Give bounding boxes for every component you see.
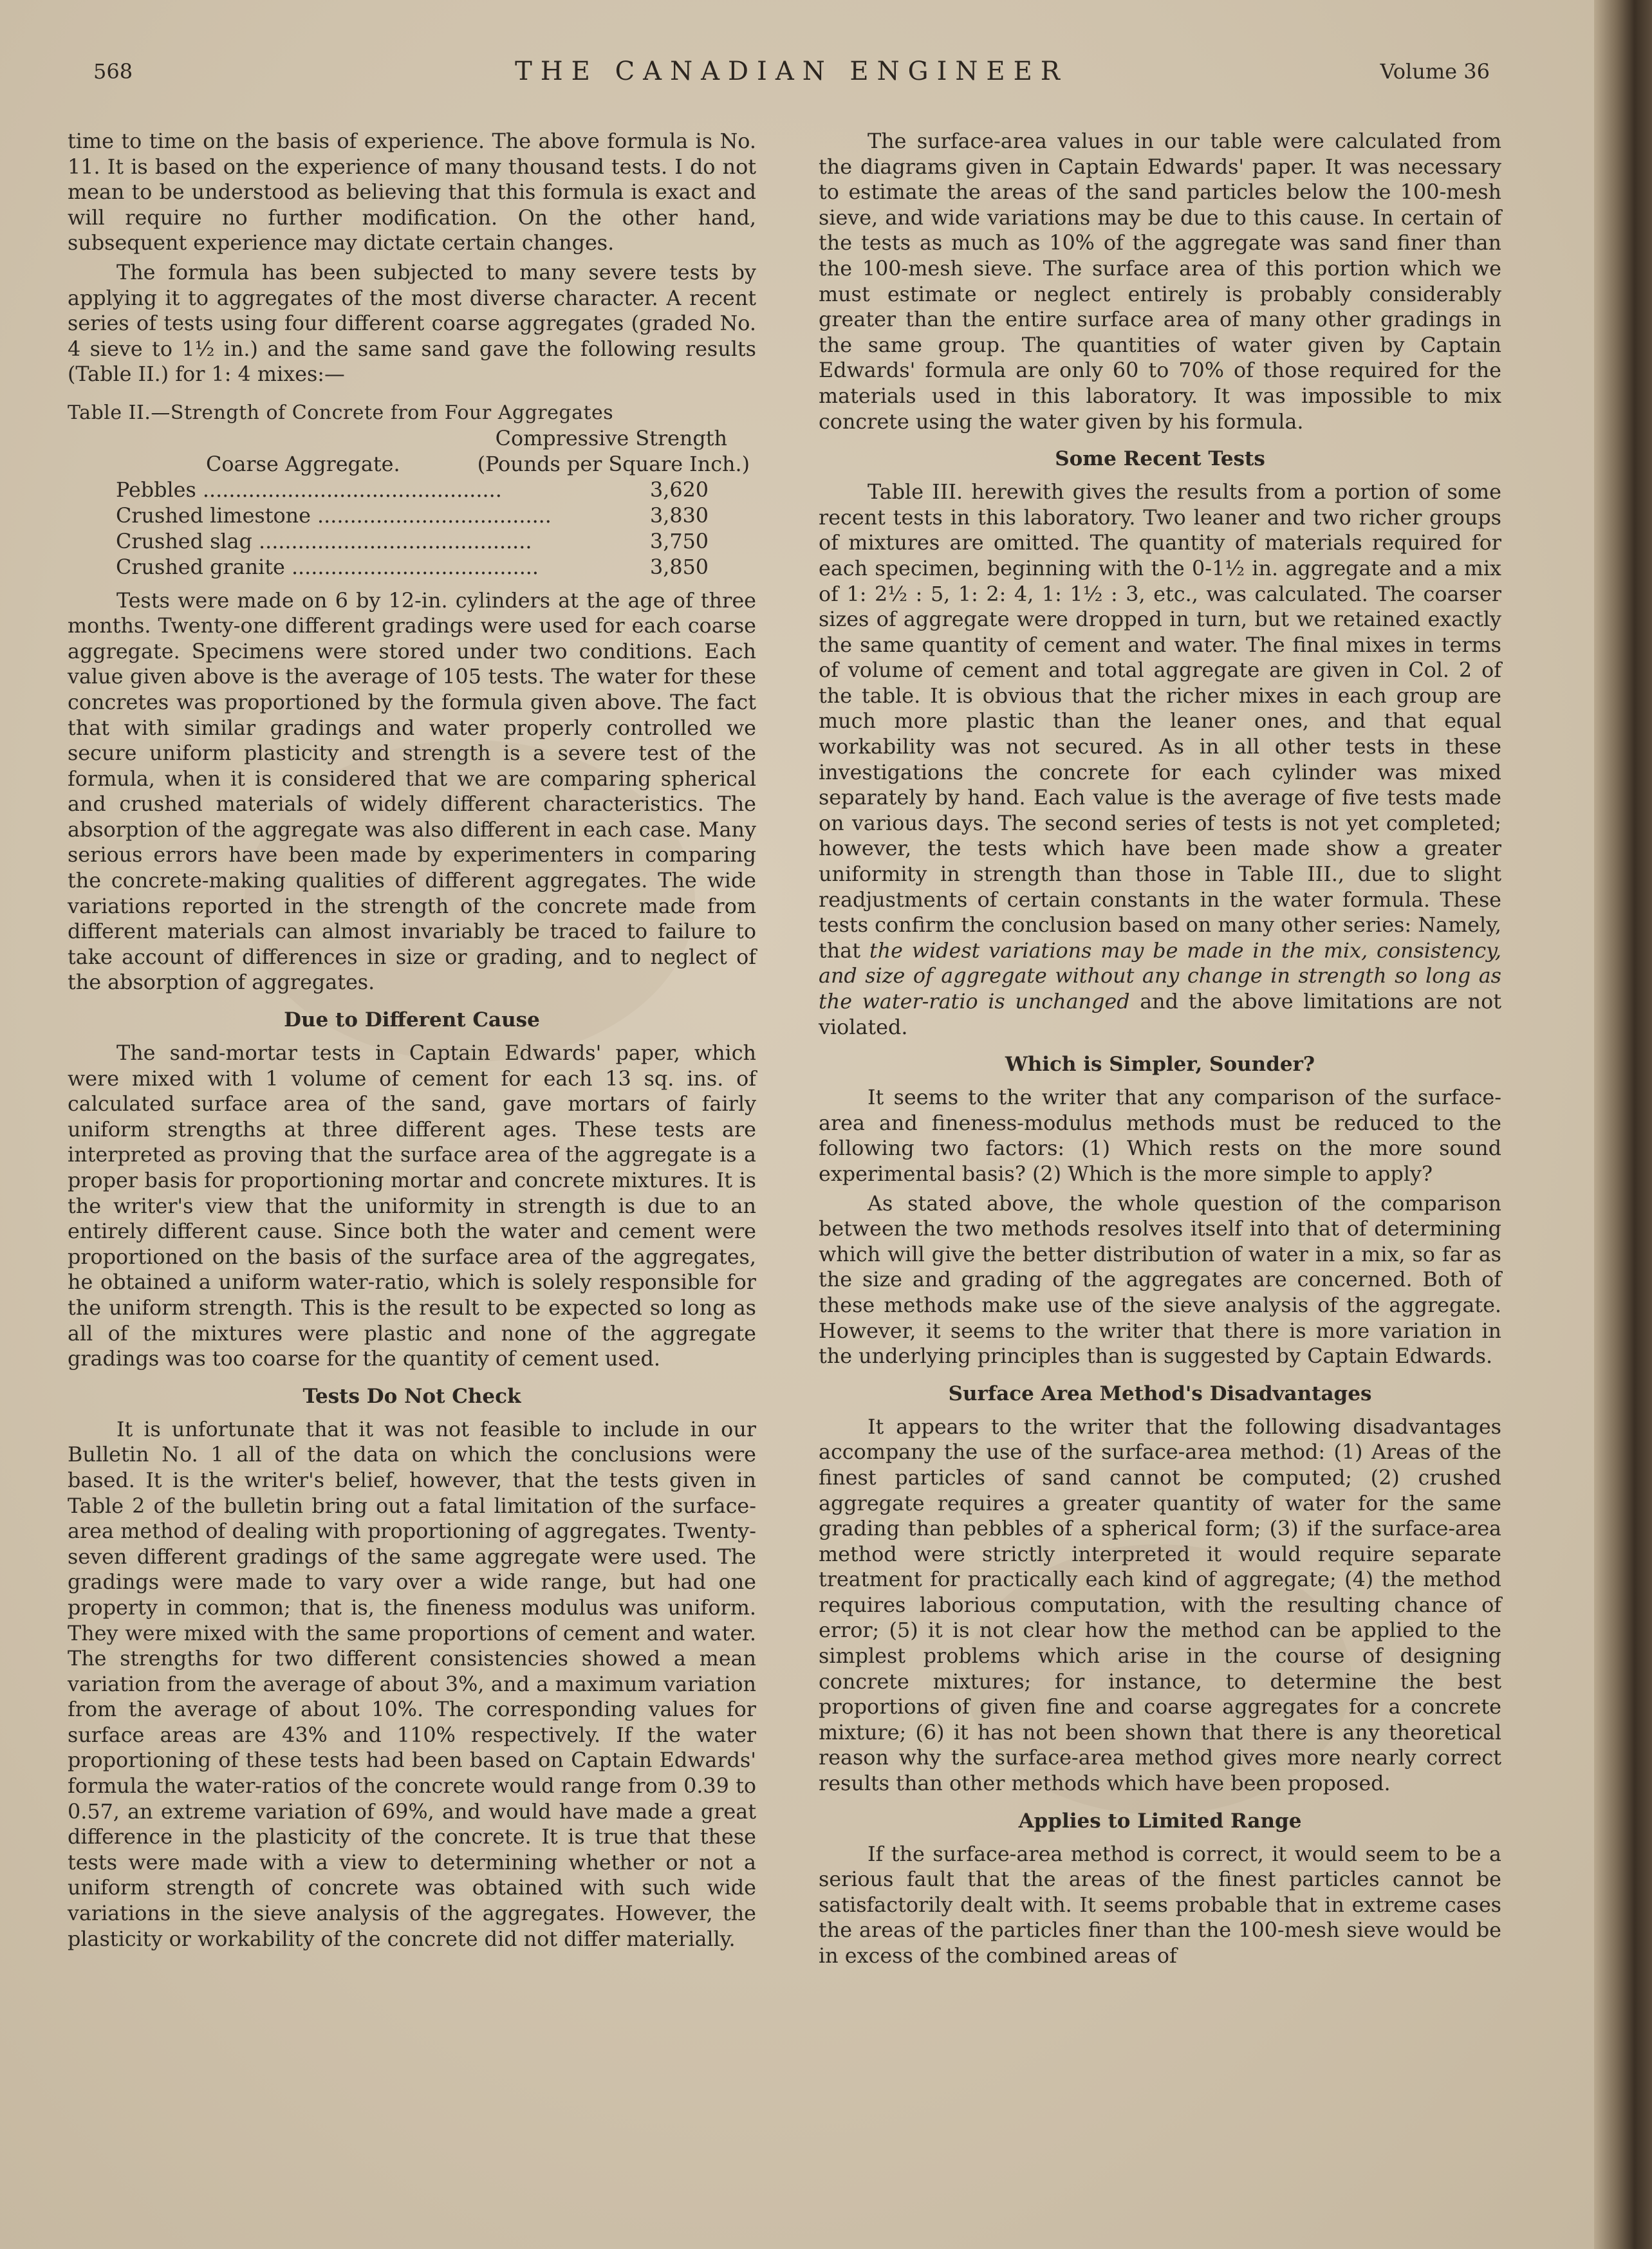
paragraph: If the surface-area method is correct, it would seem to be a serious fault that the areas of the finest particles cannot be satisfactorily dealt with. It seems probable that in extreme cases the areas of the particles finer than the 100-mesh sieve would be in excess of the combined areas of <box>819 1842 1501 1968</box>
section-heading: Applies to Limited Range <box>1018 1809 1302 1833</box>
section-heading: Tests Do Not Check <box>302 1384 521 1408</box>
table-header <box>68 426 756 477</box>
table-cell-aggregate: Crushed granite ...................................... <box>116 555 539 579</box>
journal-title: THE CANADIAN ENGINEER <box>515 57 1068 86</box>
paragraph: It appears to the writer that the following disadvantages accompany the use of the surface-area method: (1) Areas of the finest particles of sand cannot be computed; (2) crushed aggregate requires a greater quantity of water for the same grading than pebbles of a spherical form; (3) if the surface-area method were strictly interpreted it would require separate treatment for practically each kind of aggregate; (4) the method requires laborious computation, with the resulting chance of error; (5) it is not clear how the method can be applied to the simplest problems which arise in the course of designing concrete mixtures; for instance, to determine the best proportions of given fine and coarse aggregates for a concrete mixture; (6) it has not been shown that there is any theoretical reason why the surface-area method gives more nearly correct results than other methods which have been proposed. <box>819 1414 1501 1796</box>
table-header-strength: Compressive Strength <box>495 426 727 450</box>
right-column <box>819 129 1501 2149</box>
paragraph: As stated above, the whole question of the comparison between the two methods resolves itself into that of determining which will give the better distribution of water in a mix, so far as the size and grading of the aggregates are concerned. Both of these methods make use of the sieve analysis of the aggregate. However, it seems to the writer that there is more variation in the underlying principles than is suggested by Captain Edwards. <box>819 1191 1501 1369</box>
table-cell-strength: 3,750 <box>650 529 709 553</box>
table-cell-strength: 3,620 <box>650 477 709 502</box>
table-row <box>68 477 756 503</box>
paragraph: time to time on the basis of experience. The above formula is No. 11. It is based on the experience of many thousand tests. I do not mean to be understood as believing that this formula is exact and will require no further modification. On the other hand, subsequent experience may dictate certain changes. <box>68 129 756 255</box>
strength-table <box>68 400 756 580</box>
paragraph-text: and the above limitations are not violated. <box>819 990 1501 1039</box>
table-row <box>68 555 756 580</box>
paragraph: The formula has been subjected to many severe tests by applying it to aggregates of the most diverse character. A recent series of tests using four different coarse aggregates (graded No. 4 sieve to 1½ in.) and the same sand gave the following results (Table II.) for 1: 4 mixes:— <box>68 260 756 387</box>
section-heading: Surface Area Method's Disadvantages <box>948 1382 1372 1405</box>
running-head <box>93 57 1490 95</box>
page-binding-edge <box>1594 0 1652 2249</box>
paragraph <box>819 479 1501 1040</box>
paragraph: The surface-area values in our table were calculated from the diagrams given in Captain Edwards' paper. It was necessary to estimate the areas of the sand particles below the 100-mesh sieve, and wide variations may be due to this cause. In certain of the tests as much as 10% of the aggregate was sand finer than the 100-mesh sieve. The surface area of this portion which we must estimate or neglect entirely is probably considerably greater than the entire surface area of many other gradings in the same group. The quantities of water given by Captain Edwards' formula are only 60 to 70% of those required for the materials used in this laboratory. It was impossible to mix concrete using the water given by his formula. <box>819 129 1501 434</box>
table-cell-strength: 3,830 <box>650 503 709 528</box>
page-number: 568 <box>93 59 133 84</box>
section-heading: Some Recent Tests <box>1055 447 1265 471</box>
table-header-aggregate: Coarse Aggregate. <box>206 452 400 476</box>
table-row <box>68 503 756 529</box>
volume-label: Volume 36 <box>1380 59 1490 84</box>
paragraph-text: Table III. herewith gives the results from a portion of some recent tests in this laboratory. Two leaner and two richer groups of mixtures are omitted. The quantity of materials required for each specimen, beginning with the 0-1½ in. aggregate and a mix of 1: 2½ : 5, 1: 2: 4, 1: 1½ : 3, etc., was calculated. The coarser sizes of aggregate were dropped in turn, but we retained exactly the same quantity of cement and water. The final mixes in terms of volume of cement and total aggregate are given in Col. 2 of the table. It is obvious that the richer mixes in each group are much more plastic than the leaner ones, and that equal workability was not secured. As in all other tests in these investigations the concrete for each cylinder was mixed separately by hand. Each value is the average of five tests made on various days. The second series of tests is not yet completed; however, the tests which have been made show a greater uniformity in strength than those in Table III., due to slight readjustments of certain constants in the water formula. These tests confirm the conclusion based on many other series: Namely, that <box>819 480 1501 963</box>
section-heading: Which is Simpler, Sounder? <box>1005 1053 1315 1077</box>
table-cell-aggregate: Crushed slag .......................................... <box>116 529 532 553</box>
table-cell-aggregate: Crushed limestone .................................... <box>116 503 552 528</box>
table-row <box>68 529 756 555</box>
table-cell-strength: 3,850 <box>650 555 709 579</box>
paragraph: Tests were made on 6 by 12-in. cylinders at the age of three months. Twenty-one different gradings were used for each coarse aggregate. Specimens were stored under two conditions. Each value given above is the average of 105 tests. The water for these concretes was proportioned by the formula given above. The fact that with similar gradings and water properly controlled we secure uniform plasticity and strength is a severe test of the formula, when it is considered that we are comparing spherical and crushed materials of widely different characteristics. The absorption of the aggregate was also different in each case. Many serious errors have been made by experimenters in comparing the concrete-making qualities of different aggregates. The wide variations reported in the strength of the concrete made from different materials can almost invariably be traced to failure to take account of differences in size or grading, and to neglect of the absorption of aggregates. <box>68 588 756 995</box>
paragraph: It seems to the writer that any comparison of the surface-area and fineness-modulus methods must be reduced to the following two factors: (1) Which rests on the more sound experimental basis? (2) Which is the more simple to apply? <box>819 1086 1501 1186</box>
table-caption: Table II.—Strength of Concrete from Four Aggregates <box>68 401 614 424</box>
paragraph: It is unfortunate that it was not feasible to include in our Bulletin No. 1 all of the data on which the conclusions were based. It is the writer's belief, however, that the tests given in Table 2 of the bulletin bring out a fatal limitation of the surface-area method of dealing with proportioning of aggregates. Twenty-seven different gradings of the same aggregate were used. The gradings were made to vary over a wide range, but had one property in common; that is, the fineness modulus was uniform. They were mixed with the same proportions of cement and water. The strengths for two different consistencies showed a mean variation from the average of about 3%, and a maximum variation from the average of about 10%. The corresponding values for surface areas are 43% and 110% respectively. If the water proportioning of these tests had been based on Captain Edwards' formula the water-ratios of the concrete would range from 0.39 to 0.57, an extreme variation of 69%, and would have made a great difference in the plasticity of the concrete. It is true that these tests were made with a view to determining whether or not a uniform strength of concrete was obtained with such wide variations in the sieve analysis of the aggregates. However, the plasticity or workability of the concrete did not differ materially. <box>68 1417 756 1951</box>
table-header-units: (Pounds per Square Inch.) <box>477 452 750 476</box>
section-heading: Due to Different Cause <box>284 1008 540 1032</box>
emphasized-text: the widest variations may be made in the mix, consistency, and size of aggregate without any change in strength so long as the water-ratio is unchanged <box>819 938 1501 1013</box>
table-cell-aggregate: Pebbles .............................................. <box>116 477 502 502</box>
left-column <box>68 129 756 2149</box>
paragraph: The sand-mortar tests in Captain Edwards' paper, which were mixed with 1 volume of cement for each 13 sq. ins. of calculated surface area of the sand, gave mortars of fairly uniform strengths at three different ages. These tests are interpreted as proving that the surface area of the aggregate is a proper basis for proportioning mortar and concrete mixtures. It is the writer's view that the uniformity in strength is due to an entirely different cause. Since both the water and cement were proportioned on the basis of the surface area of the aggregates, he obtained a uniform water-ratio, which is solely responsible for the uniform strength. This is the result to be expected so long as all of the mixtures were plastic and none of the aggregate gradings was too coarse for the quantity of cement used. <box>68 1041 756 1371</box>
